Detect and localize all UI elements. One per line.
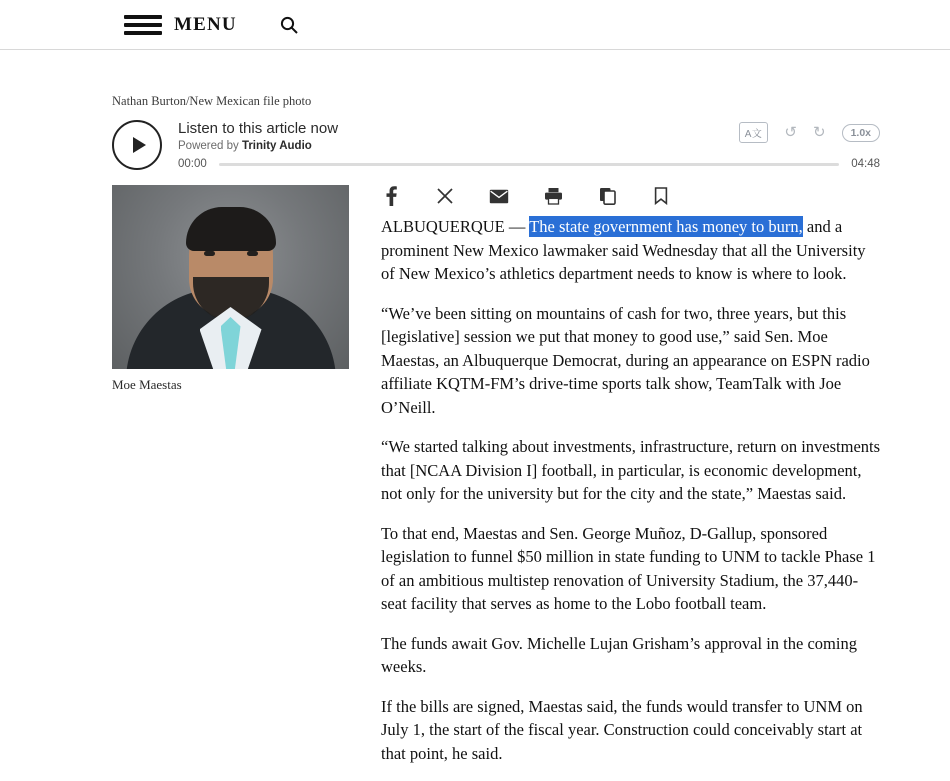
article-paragraph-5: The funds await Gov. Michelle Lujan Grisham’s approval in the coming weeks. — [381, 633, 857, 676]
search-icon[interactable] — [279, 15, 299, 35]
language-badge[interactable]: A文 — [739, 122, 769, 143]
selected-text-highlight: The state government has money to burn, — [529, 217, 803, 236]
figure-caption: Moe Maestas — [112, 377, 182, 392]
top-navigation-bar — [0, 0, 950, 50]
audio-total-time: 04:48 — [851, 158, 880, 170]
rewind-icon[interactable]: ↺ — [784, 124, 797, 141]
audio-controls — [739, 122, 880, 143]
article-paragraph-6: If the bills are signed, Maestas said, the funds would transfer to UNM on July 1, the start of the fiscal year. Construction could conceivably start at that point, he said. — [381, 696, 863, 763]
article-figure — [112, 185, 349, 393]
share-twitter-x-icon[interactable] — [435, 185, 455, 207]
share-bookmark-icon[interactable] — [651, 185, 671, 207]
article-paragraph-2: “We’ve been sitting on mountains of cash for two, three years, but this [legislative] session we put that money to good use,” said Sen. Moe Maestas, an Albuquerque Democrat, during an appearance on ESPN radio affiliate KQTM-FM’s drive-time sports talk show, TeamTalk with Joe O’Neill. — [381, 303, 870, 417]
share-toolbar — [381, 185, 671, 207]
article-paragraph-1-rest: and a prominent New Mexico lawmaker said Wednesday that all the University of New Mexico’s athletics department needs to know is where to look. — [381, 217, 866, 283]
menu-button[interactable]: MENU — [174, 13, 237, 35]
audio-player — [112, 116, 880, 174]
article-body — [381, 215, 881, 781]
audio-progress-bar[interactable] — [219, 163, 839, 166]
article-paragraph-3: “We started talking about investments, infrastructure, return on investments that [NCAA Division I] football, in particular, is economic development, not only for the university but for the city and the state,” Maestas said. — [381, 437, 881, 503]
share-print-icon[interactable] — [543, 185, 563, 207]
photo-credit: Nathan Burton/New Mexican file photo — [112, 94, 312, 108]
audio-powered-prefix: Powered by — [178, 140, 242, 152]
article-paragraph-1 — [381, 215, 881, 286]
article-paragraph-4: To that end, Maestas and Sen. George Muñoz, D-Gallup, sponsored legislation to funnel $50 million in state funding to UNM to tackle Phase 1 of an ambitious multistep renovation of University Stadium, the 37,440-seat facility that serves as home to the Lobo football team. — [381, 523, 876, 613]
audio-title: Listen to this article now — [178, 120, 339, 137]
audio-current-time: 00:00 — [178, 158, 207, 170]
share-email-icon[interactable] — [489, 185, 509, 207]
hamburger-icon[interactable] — [124, 15, 162, 35]
article-dateline: ALBUQUERQUE — — [381, 217, 530, 236]
share-copy-icon[interactable] — [597, 185, 617, 207]
forward-icon[interactable]: ↻ — [812, 124, 826, 141]
speed-pill[interactable]: 1.0x — [842, 124, 880, 142]
audio-progress-row — [178, 158, 880, 170]
audio-powered-brand: Trinity Audio — [241, 140, 312, 152]
portrait-photo — [112, 185, 349, 369]
play-icon[interactable] — [112, 120, 162, 170]
share-facebook-icon[interactable] — [381, 185, 401, 207]
